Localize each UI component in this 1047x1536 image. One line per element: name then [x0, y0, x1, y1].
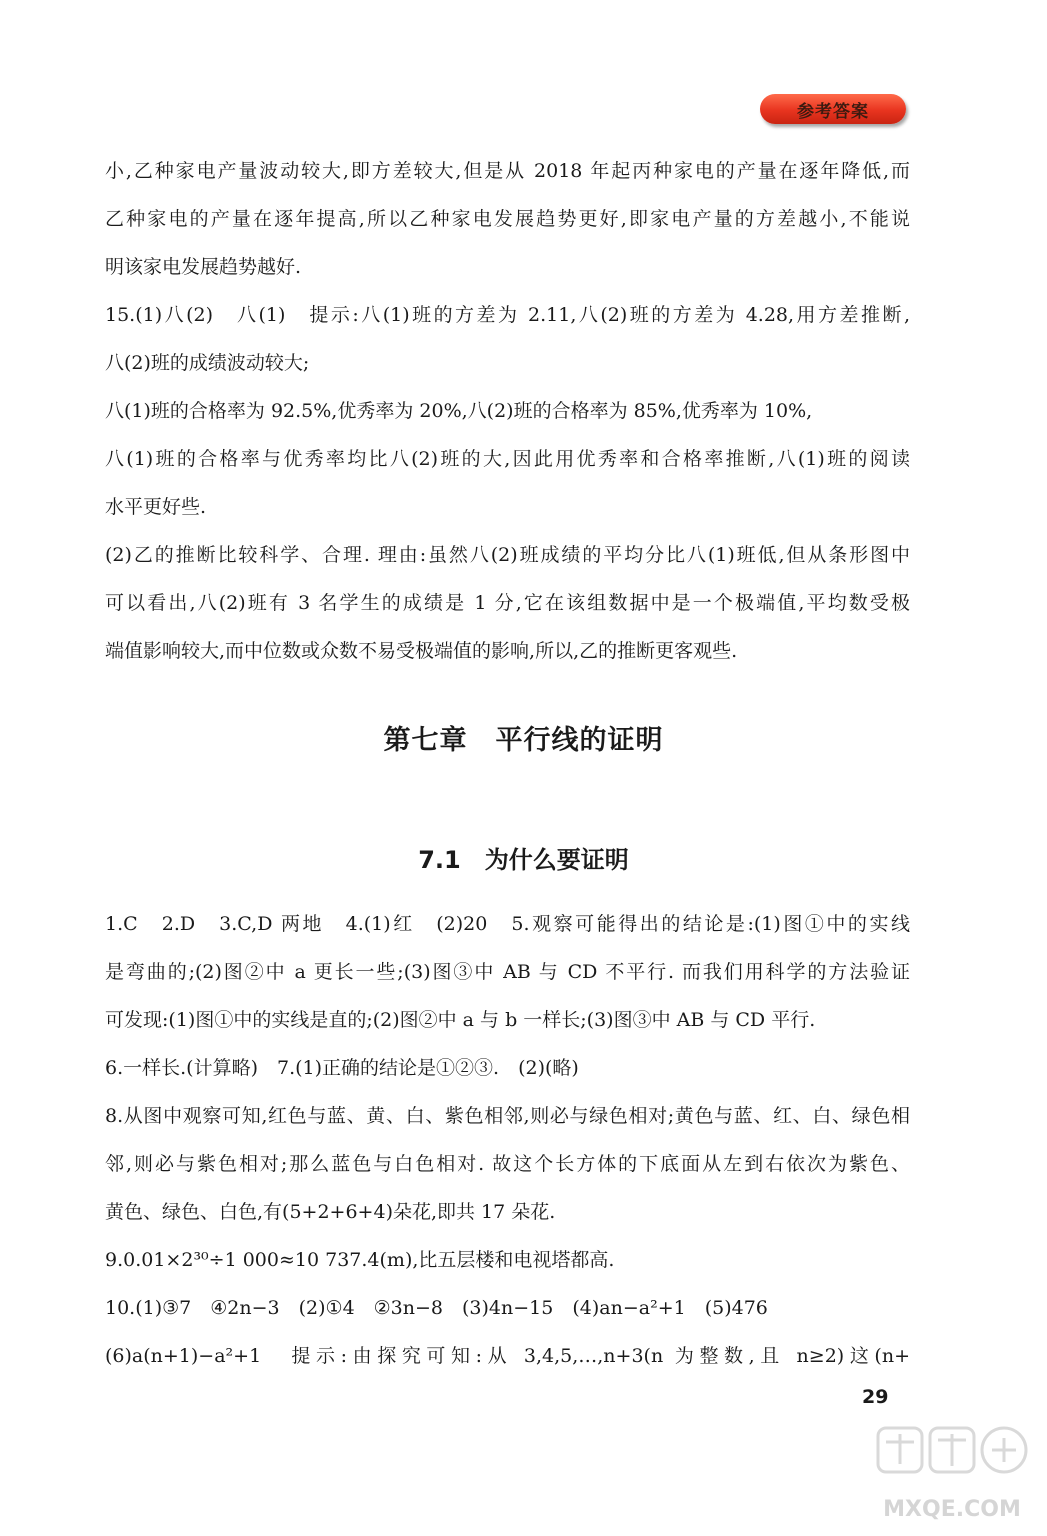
text-line: 9.0.01×2³⁰÷1 000≈10 737.4(m),比五层楼和电视塔都高.	[105, 1249, 615, 1271]
text-line: 水平更好些.	[105, 496, 207, 518]
text-line: 可发现:(1)图①中的实线是直的;(2)图②中 a 与 b 一样长;(3)图③中 AB 与 CD 平行.	[105, 1009, 816, 1031]
text-line: 黄色、绿色、白色,有(5+2+6+4)朵花,即共 17 朵花.	[105, 1201, 556, 1223]
watermark-text: MXQE.COM	[883, 1497, 1021, 1522]
badge-label: 参考答案	[797, 101, 869, 122]
text-line: 明该家电发展趋势越好.	[105, 256, 302, 278]
text-line: 1.C 2.D 3.C,D 两地 4.(1)红 (2)20 5.观察可能得出的结论是:(1)图①中的实线	[105, 913, 910, 935]
text-line: 15.(1)八(2) 八(1) 提示:八(1)班的方差为 2.11,八(2)班的方差为 4.28,用方差推断,	[105, 304, 910, 326]
text-line: (6)a(n+1)−a²+1 提示:由探究可知:从 3,4,5,…,n+3(n 为整数,且 n≥2)这(n+	[105, 1345, 910, 1367]
answer-text-block-1	[105, 147, 910, 675]
text-line: 小,乙种家电产量波动较大,即方差较大,但是从 2018 年起丙种家电的产量在逐年降低,而	[105, 160, 910, 182]
text-line: 可以看出,八(2)班有 3 名学生的成绩是 1 分,它在该组数据中是一个极端值,平均数受极	[105, 592, 910, 614]
text-line: 端值影响较大,而中位数或众数不易受极端值的影响,所以,乙的推断更客观些.	[105, 640, 738, 662]
text-line: 八(1)班的合格率与优秀率均比八(2)班的大,因此用优秀率和合格率推断,八(1)班的阅读	[105, 448, 910, 470]
text-line: 10.(1)③7 ④2n−3 (2)①4 ②3n−8 (3)4n−15 (4)an−a²+1 (5)476	[105, 1297, 768, 1319]
text-line: 八(1)班的合格率为 92.5%,优秀率为 20%,八(2)班的合格率为 85%,优秀率为 10%,	[105, 400, 813, 422]
text-line: 八(2)班的成绩波动较大;	[105, 352, 310, 374]
section-title: 7.1 为什么要证明	[418, 846, 629, 874]
chapter-title: 第七章 平行线的证明	[383, 725, 664, 756]
reference-answer-badge	[760, 94, 906, 124]
text-line: 8.从图中观察可知,红色与蓝、黄、白、紫色相邻,则必与绿色相对;黄色与蓝、红、白、绿色相	[105, 1105, 910, 1127]
answer-text-block-2	[105, 900, 910, 1380]
text-line: 6.一样长.(计算略) 7.(1)正确的结论是①②③. (2)(略)	[105, 1057, 579, 1079]
text-line: 邻,则必与紫色相对;那么蓝色与白色相对. 故这个长方体的下底面从左到右依次为紫色、	[105, 1153, 910, 1175]
text-line: 是弯曲的;(2)图②中 a 更长一些;(3)图③中 AB 与 CD 不平行. 而我们用科学的方法验证	[105, 961, 910, 983]
text-line: 乙种家电的产量在逐年提高,所以乙种家电发展趋势更好,即家电产量的方差越小,不能说	[105, 208, 910, 230]
text-line: (2)乙的推断比较科学、合理. 理由:虽然八(2)班成绩的平均分比八(1)班低,但从条形图中	[105, 544, 910, 566]
watermark-logo	[872, 1420, 1032, 1530]
page-number: 29	[862, 1386, 889, 1408]
